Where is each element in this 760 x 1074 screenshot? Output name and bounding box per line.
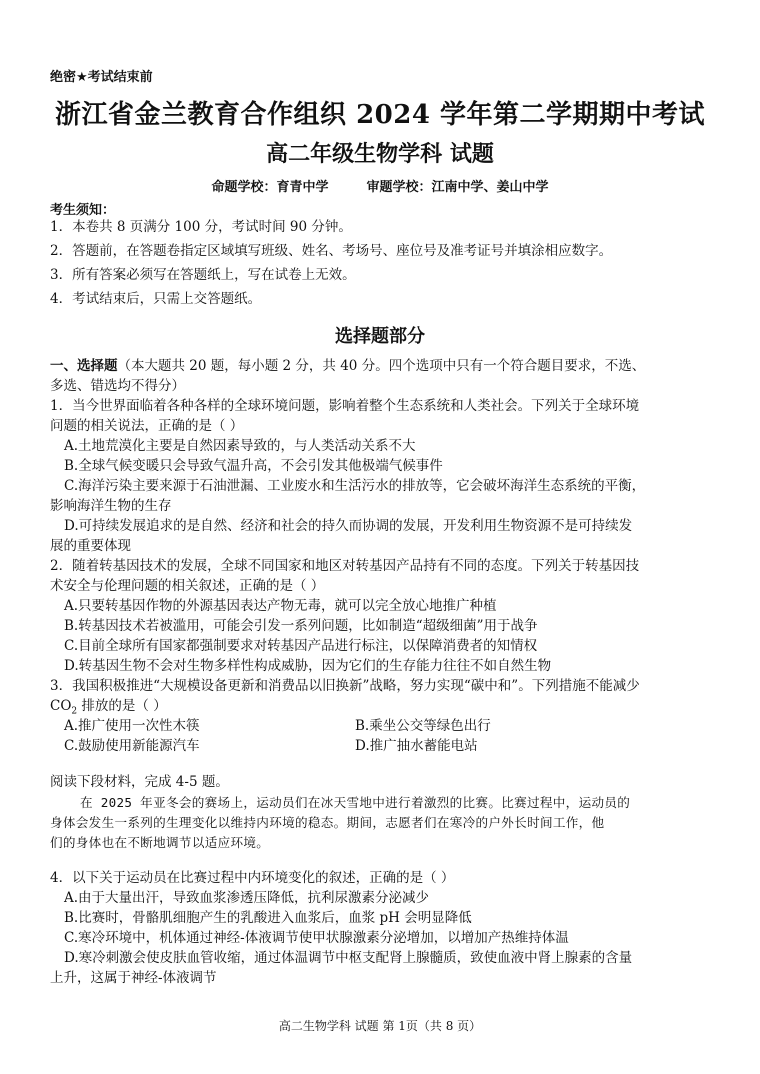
q4-option-d-cont: 上升，这属于神经-体液调节 — [50, 970, 217, 986]
reading-paragraph-cont: 们的身体也在不断地调节以适应环境。 — [50, 835, 270, 850]
q1-option-d: D.可持续发展追求的是自然、经济和社会的持久而协调的发展，开发利用生物资源不是可持续发 — [64, 518, 633, 534]
reading-paragraph-cont: 身体会发生一系列的生理变化以维持内环境的稳态。期间，志愿者们在寒冷的户外长时间工作，他 — [50, 815, 605, 830]
q1-option-c: C.海洋污染主要来源于石油泄漏、工业废水和生活污水的排放等，它会破坏海洋生态系统的平衡， — [64, 478, 646, 494]
notice-heading: 考生须知： — [50, 203, 116, 218]
q2-option-c: C.目前全球所有国家都强制要求对转基因产品进行标注，以保障消费者的知情权 — [64, 638, 538, 654]
page-footer: 高二生物学科 试题 第 1页（共 8 页） — [278, 1019, 482, 1033]
co2-text: CO — [50, 698, 72, 714]
notice-item: 1．本卷共 8 页满分 100 分，考试时间 90 分钟。 — [50, 219, 352, 235]
notice-item: 3．所有答案必须写在答题纸上，写在试卷上无效。 — [50, 267, 356, 283]
secret-mark: 绝密★考试结束前 — [50, 70, 153, 85]
q1-option-c-cont: 影响海洋生物的生存 — [50, 498, 172, 514]
q3-option-a: A.推广使用一次性木筷 — [64, 718, 200, 734]
part1-instruction — [50, 356, 716, 376]
q2-option-d: D.转基因生物不会对生物多样性构成威胁，因为它们的生存能力往往不如自然生物 — [64, 658, 552, 674]
part1-instruction-text: （本大题共 20 题，每小题 2 分，共 40 分。四个选项中只有一个符合题目要求，不选、 — [117, 358, 646, 374]
q1-option-a: A.土地荒漠化主要是自然因素导致的，与人类活动关系不大 — [64, 438, 416, 454]
q4-option-c: C.寒冷环境中，机体通过神经-体液调节使甲状腺激素分泌增加，以增加产热维持体温 — [64, 930, 569, 946]
notice-item: 2．答题前，在答题卷指定区域填写班级、姓名、考场号、座位号及准考证号并填涂相应数字。 — [50, 243, 613, 259]
part1-lead: 一、选择题 — [50, 358, 118, 374]
q4-option-a: A.由于大量出汗，导致血浆渗透压降低，抗利尿激素分泌减少 — [64, 890, 430, 906]
co2-subscript: 2 — [71, 706, 78, 717]
exam-subtitle: 高二年级生物学科 试题 — [266, 141, 494, 167]
q2-option-a: A.只要转基因作物的外源基因表达产物无毒，就可以完全放心地推广种植 — [64, 598, 497, 614]
q3-stem: 3．我国积极推进“大规模设备更新和消费品以旧换新”战略，努力实现“碳中和”。下列措施不能减少 — [50, 678, 640, 694]
reading-intro: 阅读下段材料，完成 4-5 题。 — [50, 774, 229, 790]
q1-option-d-cont: 展的重要体现 — [50, 538, 131, 554]
q3-option-d: D.推广抽水蓄能电站 — [355, 738, 478, 754]
exam-title: 浙江省金兰教育合作组织 2024 学年第二学期期中考试 — [55, 100, 705, 130]
q4-stem: 4．以下关于运动员在比赛过程中内环境变化的叙述，正确的是（ ） — [50, 870, 455, 886]
section-title: 选择题部分 — [335, 326, 425, 347]
q3-stem-suffix: 排放的是（ ） — [77, 698, 167, 714]
part1-instruction-cont: 多选、错选均不得分） — [50, 378, 185, 394]
q1-stem-cont: 问题的相关说法，正确的是（ ） — [50, 418, 244, 434]
reading-paragraph: 在 2025 年亚冬会的赛场上，运动员们在冰天雪地中进行着激烈的比赛。比赛过程中，运动员的 — [80, 795, 631, 810]
school-info — [0, 176, 760, 195]
q4-option-d: D.寒冷刺激会使皮肤血管收缩，通过体温调节中枢支配肾上腺髓质，致使血液中肾上腺素的含量 — [64, 950, 633, 966]
q3-option-b: B.乘坐公交等绿色出行 — [355, 718, 491, 734]
q1-option-b: B.全球气候变暖只会导致气温升高，不会引发其他极端气候事件 — [64, 458, 443, 474]
q1-stem: 1．当今世界面临着各种各样的全球环境问题，影响着整个生态系统和人类社会。下列关于全球环境 — [50, 398, 640, 414]
q3-option-c: C.鼓励使用新能源汽车 — [64, 738, 200, 754]
proposing-school: 命题学校：育青中学 — [211, 180, 329, 195]
q4-option-b: B.比赛时，骨骼肌细胞产生的乳酸进入血浆后，血浆 pH 会明显降低 — [64, 910, 472, 926]
q2-stem-cont: 术安全与伦理问题的相关叙述，正确的是（ ） — [50, 578, 325, 594]
q2-option-b: B.转基因技术若被滥用，可能会引发一系列问题，比如制造“超级细菌”用于战争 — [64, 618, 538, 634]
notice-item: 4．考试结束后，只需上交答题纸。 — [50, 291, 262, 307]
q2-stem: 2．随着转基因技术的发展，全球不同国家和地区对转基因产品持有不同的态度。下列关于转基因技 — [50, 558, 640, 574]
reviewing-school: 审题学校：江南中学、姜山中学 — [366, 180, 549, 195]
